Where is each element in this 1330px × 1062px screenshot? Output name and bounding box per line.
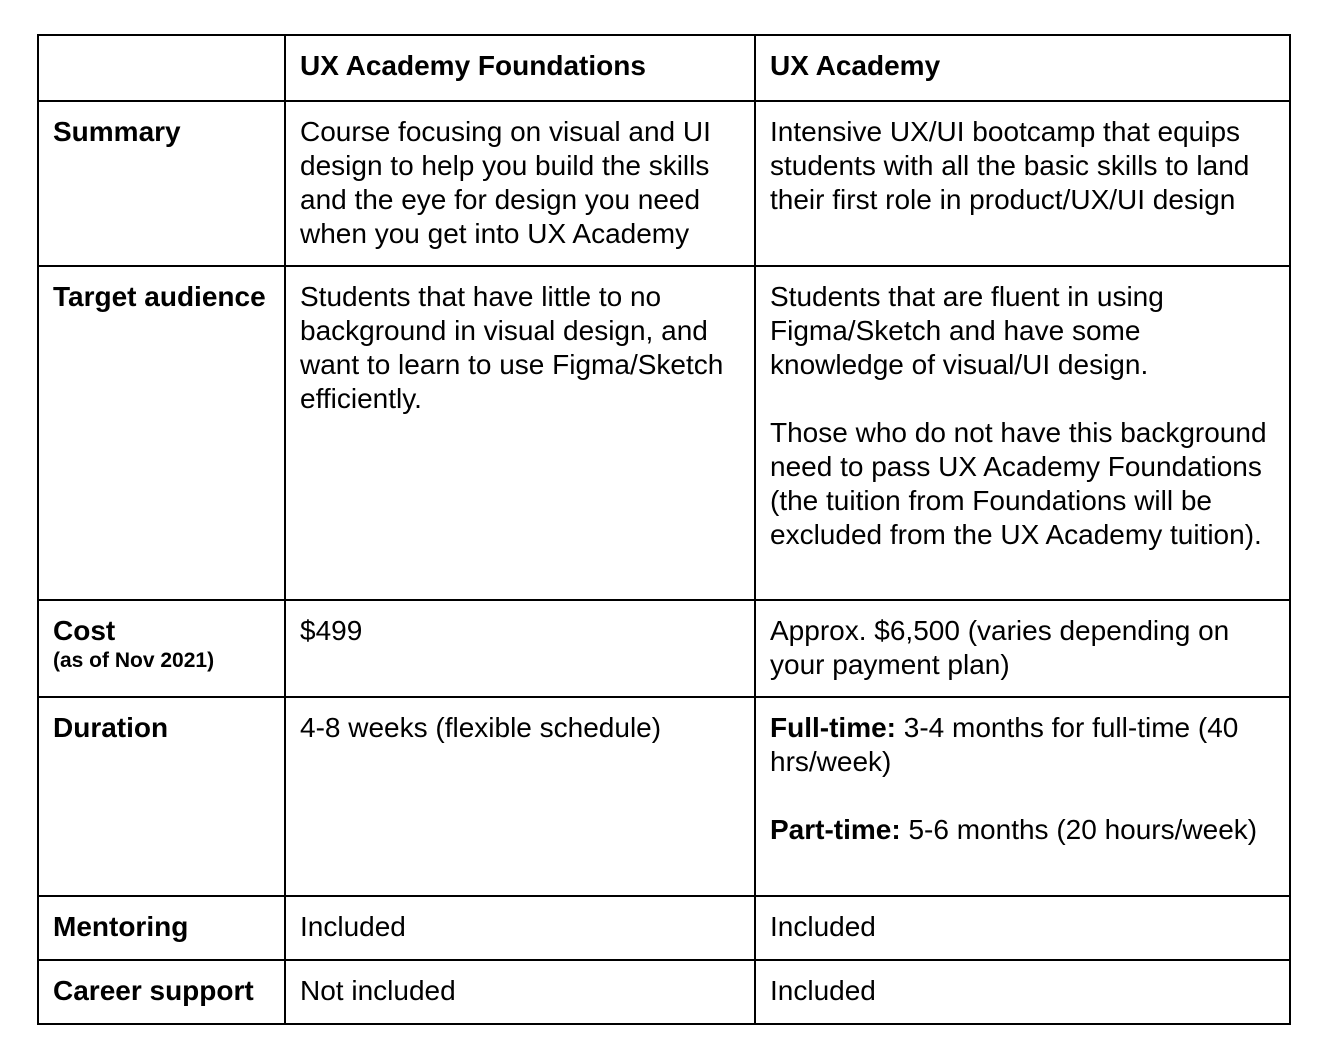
summary-academy: Intensive UX/UI bootcamp that equips students with all the basic skills to land their first role in product/UX/UI design [755, 101, 1290, 266]
table-row-mentoring [38, 896, 1290, 960]
audience-academy [755, 266, 1290, 600]
summary-foundations: Course focusing on visual and UI design to help you build the skills and the eye for design you need when you get into UX Academy [285, 101, 755, 266]
table-header-row [38, 35, 1290, 101]
cost-academy: Approx. $6,500 (varies depending on your payment plan) [755, 600, 1290, 697]
column-header-academy: UX Academy [755, 35, 1290, 101]
duration-parttime [770, 813, 1275, 847]
duration-foundations: 4-8 weeks (flexible schedule) [285, 697, 755, 896]
audience-foundations: Students that have little to no background in visual design, and want to learn to use Figma/Sketch efficiently. [285, 266, 755, 600]
row-label-cost [38, 600, 285, 697]
table-row-career-support [38, 960, 1290, 1024]
cost-date-note: (as of Nov 2021) [53, 649, 215, 672]
audience-academy-paragraph-1: Students that are fluent in using Figma/Sketch and have some knowledge of visual/UI design. [770, 281, 1164, 380]
duration-academy [755, 697, 1290, 896]
row-label-mentoring: Mentoring [38, 896, 285, 960]
row-label-career-support: Career support [38, 960, 285, 1024]
career-foundations: Not included [285, 960, 755, 1024]
column-header-foundations: UX Academy Foundations [285, 35, 755, 101]
comparison-table [37, 34, 1291, 1025]
table-row-cost [38, 600, 1290, 697]
parttime-text: 5-6 months (20 hours/week) [900, 814, 1258, 845]
table-row-summary [38, 101, 1290, 266]
cost-label: Cost [53, 615, 116, 646]
cost-foundations: $499 [285, 600, 755, 697]
row-label-duration: Duration [38, 697, 285, 896]
career-academy: Included [755, 960, 1290, 1024]
table-row-duration [38, 697, 1290, 896]
parttime-label: Part-time: [770, 814, 901, 845]
duration-fulltime [770, 711, 1275, 779]
fulltime-text: 3-4 months for full-time (40 hrs/week) [770, 712, 1239, 777]
row-label-summary: Summary [38, 101, 285, 266]
corner-cell [38, 35, 285, 101]
audience-academy-paragraph-2: Those who do not have this background need to pass UX Academy Foundations (the tuition from Foundations will be excluded from the UX Academy tuition). [770, 417, 1267, 550]
row-label-target-audience: Target audience [38, 266, 285, 600]
table-row-target-audience [38, 266, 1290, 600]
fulltime-label: Full-time: [770, 712, 896, 743]
mentoring-academy: Included [755, 896, 1290, 960]
mentoring-foundations: Included [285, 896, 755, 960]
